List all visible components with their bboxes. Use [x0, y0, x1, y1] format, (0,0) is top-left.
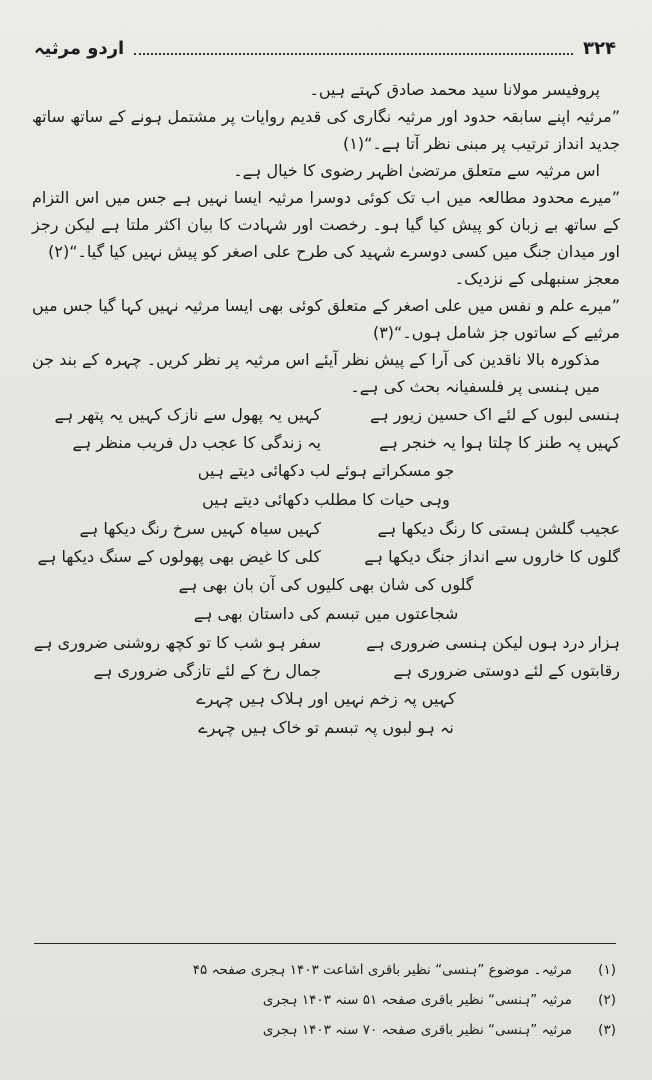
verse-row: [32, 542, 620, 570]
verse-couplet-line: گلوں کی شان بھی کلیوں کی آن بان بھی ہے: [178, 575, 474, 594]
verse-row: [32, 400, 620, 428]
footnote-divider: [34, 943, 616, 944]
poem: [32, 400, 620, 742]
misra-second: کہیں سیاہ کہیں سرخ رنگ دیکھا ہے: [79, 518, 321, 538]
page-number: ۳۲۴: [583, 37, 616, 59]
misra-first: گلوں کا خاروں سے انداز جنگ دیکھا ہے: [364, 546, 620, 566]
misra-second: کہیں یہ پھول سے نازک کہیں یہ پتھر ہے: [54, 404, 321, 424]
verse-row: [32, 428, 620, 456]
paragraph-intro-sadiq: پروفیسر مولانا سید محمد صادق کہتے ہیں۔: [309, 80, 600, 99]
verse-row: [32, 628, 620, 656]
quote-rizvi: ”میرے محدود مطالعہ میں اب تک کوئی دوسرا مرثیہ ایسا نہیں ہے جس میں اس التزام کے ساتھ بے زبان کو پیش کیا گیا ہو۔ رخصت اور شہادت کا بیان اکثر ملتا ہے لیکن رجز اور میدان جنگ میں کسی دوسرے شہید کی طرح علی اصغر کو پیش نہیں کیا گیا۔“(۲): [32, 188, 620, 261]
verse-row: [32, 656, 620, 684]
page-body: [32, 76, 620, 742]
misra-first: ہنسی لبوں کے لئے اک حسین زیور ہے: [369, 404, 620, 424]
misra-first: عجیب گلشن ہستی کا رنگ دیکھا ہے: [377, 518, 620, 538]
footnote: [34, 985, 616, 1015]
verse-row: [32, 514, 620, 542]
footnote-number: (۳): [598, 1022, 616, 1038]
quote-sadiq: ”مرثیہ اپنے سابقہ حدود اور مرثیہ نگاری کی قدیم روایات پر مشتمل ہونے کے ساتھ ساتھ جدید انداز ترتیب پر مبنی نظر آتا ہے۔“(۱): [32, 107, 620, 153]
footnote-number: (۱): [598, 962, 616, 978]
verse-couplet-line: شجاعتوں میں تبسم کی داستان بھی ہے: [193, 604, 459, 623]
verse-couplet-line: کہیں پہ زخم نہیں اور ہلاک ہیں چہرے: [196, 689, 456, 708]
verse-couplet-line: وہی حیات کا مطلب دکھائی دیتے ہیں: [202, 490, 450, 509]
paragraph-intro-rizvi: اس مرثیہ سے متعلق مرتضیٰ اظہر رضوی کا خیال ہے۔: [233, 161, 600, 180]
quote-sambhali: ”میرے علم و نفس میں علی اصغر کے متعلق کوئی بھی ایسا مرثیہ نہیں کہا گیا جس میں مرثیے کے ساتوں جز شامل ہوں۔“(۳): [32, 296, 620, 342]
misra-second: کلی کا غیض بھی پھولوں کے سنگ دیکھا ہے: [37, 546, 321, 566]
paragraph-poem-intro: مذکورہ بالا ناقدین کی آرا کے پیش نظر آیئے اس مرثیہ پر نظر کریں۔ چہرہ کے بند جن میں ہنسی پر فلسفیانہ بحث کی ہے۔: [32, 350, 600, 396]
running-title: اردو مرثیہ: [34, 37, 125, 59]
misra-first: رقابتوں کے لئے دوستی ضروری ہے: [393, 660, 620, 680]
page-header: [34, 36, 616, 60]
footnote: [34, 955, 616, 985]
footnotes: [34, 955, 616, 1045]
footnote-text: مرثیہ ”ہنسی“ نظیر باقری صفحہ ۷۰ سنہ ۱۴۰۳ ہجری: [262, 1022, 572, 1038]
header-dotted-leader: [134, 41, 573, 55]
paragraph-intro-sambhali: معجز سنبھلی کے نزدیک۔: [454, 269, 620, 288]
footnote-text: مرثیہ ”ہنسی“ نظیر باقری صفحہ ۵۱ سنہ ۱۴۰۳ ہجری: [262, 992, 572, 1008]
misra-first: ہزار درد ہوں لیکن ہنسی ضروری ہے: [366, 632, 620, 652]
footnote-number: (۲): [598, 992, 616, 1008]
verse-couplet-line: نہ ہو لبوں پہ تبسم تو خاک ہیں چہرے: [198, 718, 454, 737]
misra-second: یہ زندگی کا عجب دل فریب منظر ہے: [72, 432, 321, 452]
misra-first: کہیں پہ طنز کا چلتا ہوا یہ خنجر ہے: [379, 432, 620, 452]
misra-second: سفر ہو شب کا تو کچھ روشنی ضروری ہے: [33, 632, 321, 652]
verse-couplet-line: جو مسکراتے ہوئے لب دکھائی دیتے ہیں: [197, 461, 455, 480]
footnote-text: مرثیہ۔ موضوع ”ہنسی“ نظیر باقری اشاعت ۱۴۰۳ ہجری صفحہ ۴۵: [192, 962, 572, 978]
misra-second: جمال رخ کے لئے تازگی ضروری ہے: [93, 660, 321, 680]
footnote: [34, 1015, 616, 1045]
